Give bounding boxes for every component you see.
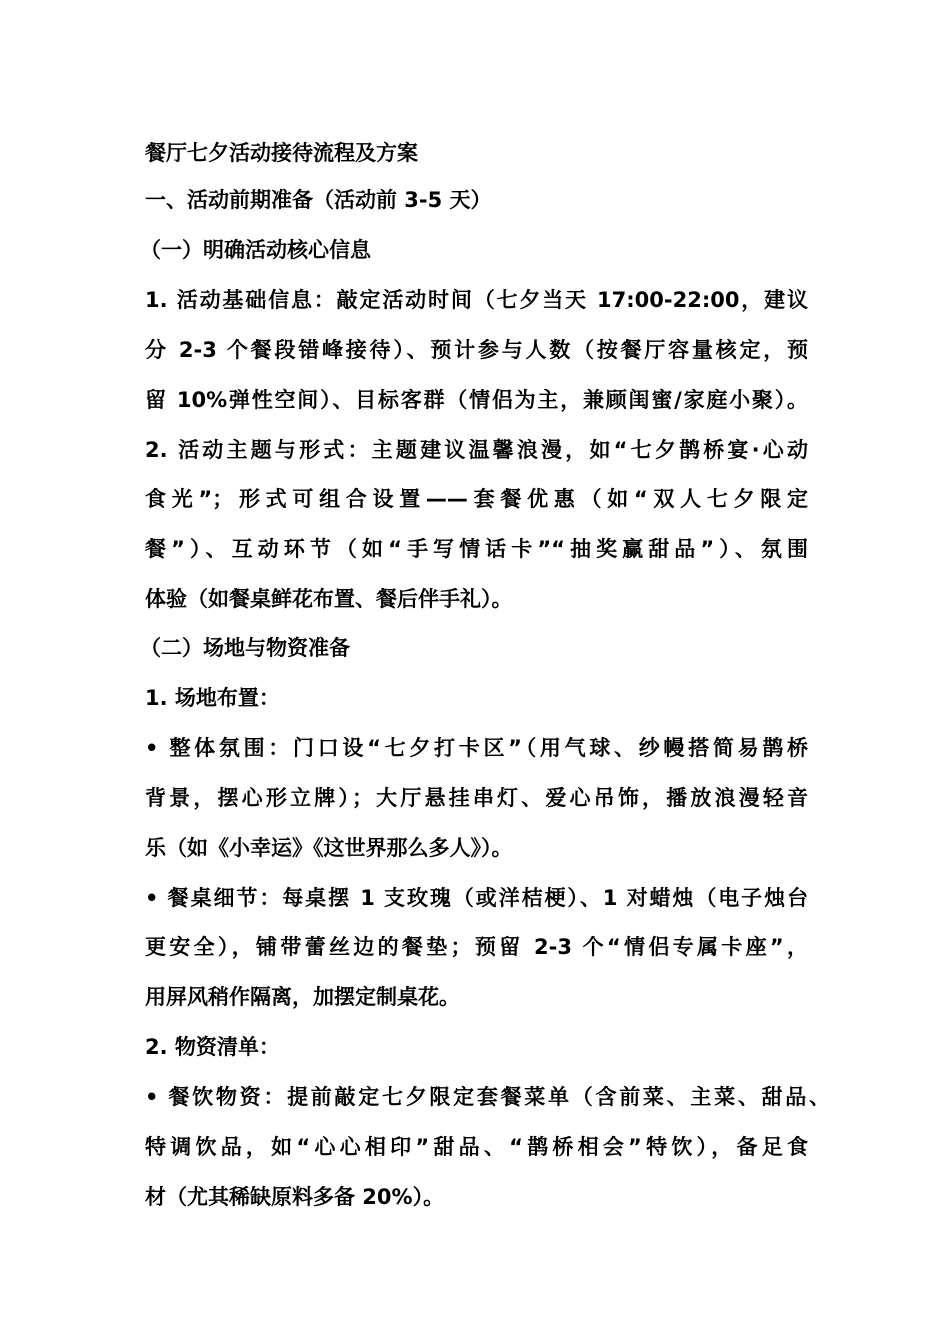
paragraph-line: 体验（如餐桌鲜花布置、餐后伴手礼）。 xyxy=(145,587,513,611)
bullet-line: • 整体氛围：门口设“七夕打卡区”（用气球、纱幔搭简易鹊桥 xyxy=(145,736,808,760)
paragraph-line: 用屏风稍作隔离，加摆定制桌花。 xyxy=(145,985,460,1009)
paragraph-line: 材（尤其稀缺原料多备 20%）。 xyxy=(145,1185,445,1209)
section-heading: 一、活动前期准备（活动前 3-5 天） xyxy=(145,188,492,212)
subsection-heading: （一）明确活动核心信息 xyxy=(140,238,371,262)
paragraph-line: 餐”）、互动环节（如“手写情话卡”“抽奖赢甜品”）、氛围 xyxy=(145,537,808,561)
paragraph-line: 乐（如《小幸运》《这世界那么多人》）。 xyxy=(145,836,513,860)
paragraph-line: 留 10%弹性空间）、目标客群（情侣为主，兼顾闺蜜/家庭小聚）。 xyxy=(145,388,808,412)
bullet-line: • 餐桌细节：每桌摆 1 支玫瑰（或洋桔梗）、1 对蜡烛（电子烛台 xyxy=(145,886,808,910)
paragraph-line: 背景，摆心形立牌）；大厅悬挂串灯、爱心吊饰，播放浪漫轻音 xyxy=(145,786,808,810)
list-heading: 2. 物资清单： xyxy=(145,1035,280,1059)
paragraph-line: 更安全），铺带蕾丝边的餐垫；预留 2-3 个“情侣专属卡座”， xyxy=(145,935,808,959)
paragraph-line: 特调饮品，如“心心相印”甜品、“鹊桥相会”特饮），备足食 xyxy=(145,1135,808,1159)
bullet-line: • 餐饮物资：提前敲定七夕限定套餐菜单（含前菜、主菜、甜品、 xyxy=(145,1085,830,1109)
paragraph-line: 1. 活动基础信息：敲定活动时间（七夕当天 17:00-22:00，建议 xyxy=(145,288,808,312)
list-heading: 1. 场地布置： xyxy=(145,686,280,710)
subsection-heading: （二）场地与物资准备 xyxy=(140,636,350,660)
paragraph-line: 食光”；形式可组合设置——套餐优惠（如“双人七夕限定 xyxy=(145,487,808,511)
paragraph-line: 2. 活动主题与形式：主题建议温馨浪漫，如“七夕鹊桥宴·心动 xyxy=(145,438,808,462)
paragraph-line: 分 2-3 个餐段错峰接待）、预计参与人数（按餐厅容量核定，预 xyxy=(145,338,808,362)
document-title: 餐厅七夕活动接待流程及方案 xyxy=(145,141,418,165)
